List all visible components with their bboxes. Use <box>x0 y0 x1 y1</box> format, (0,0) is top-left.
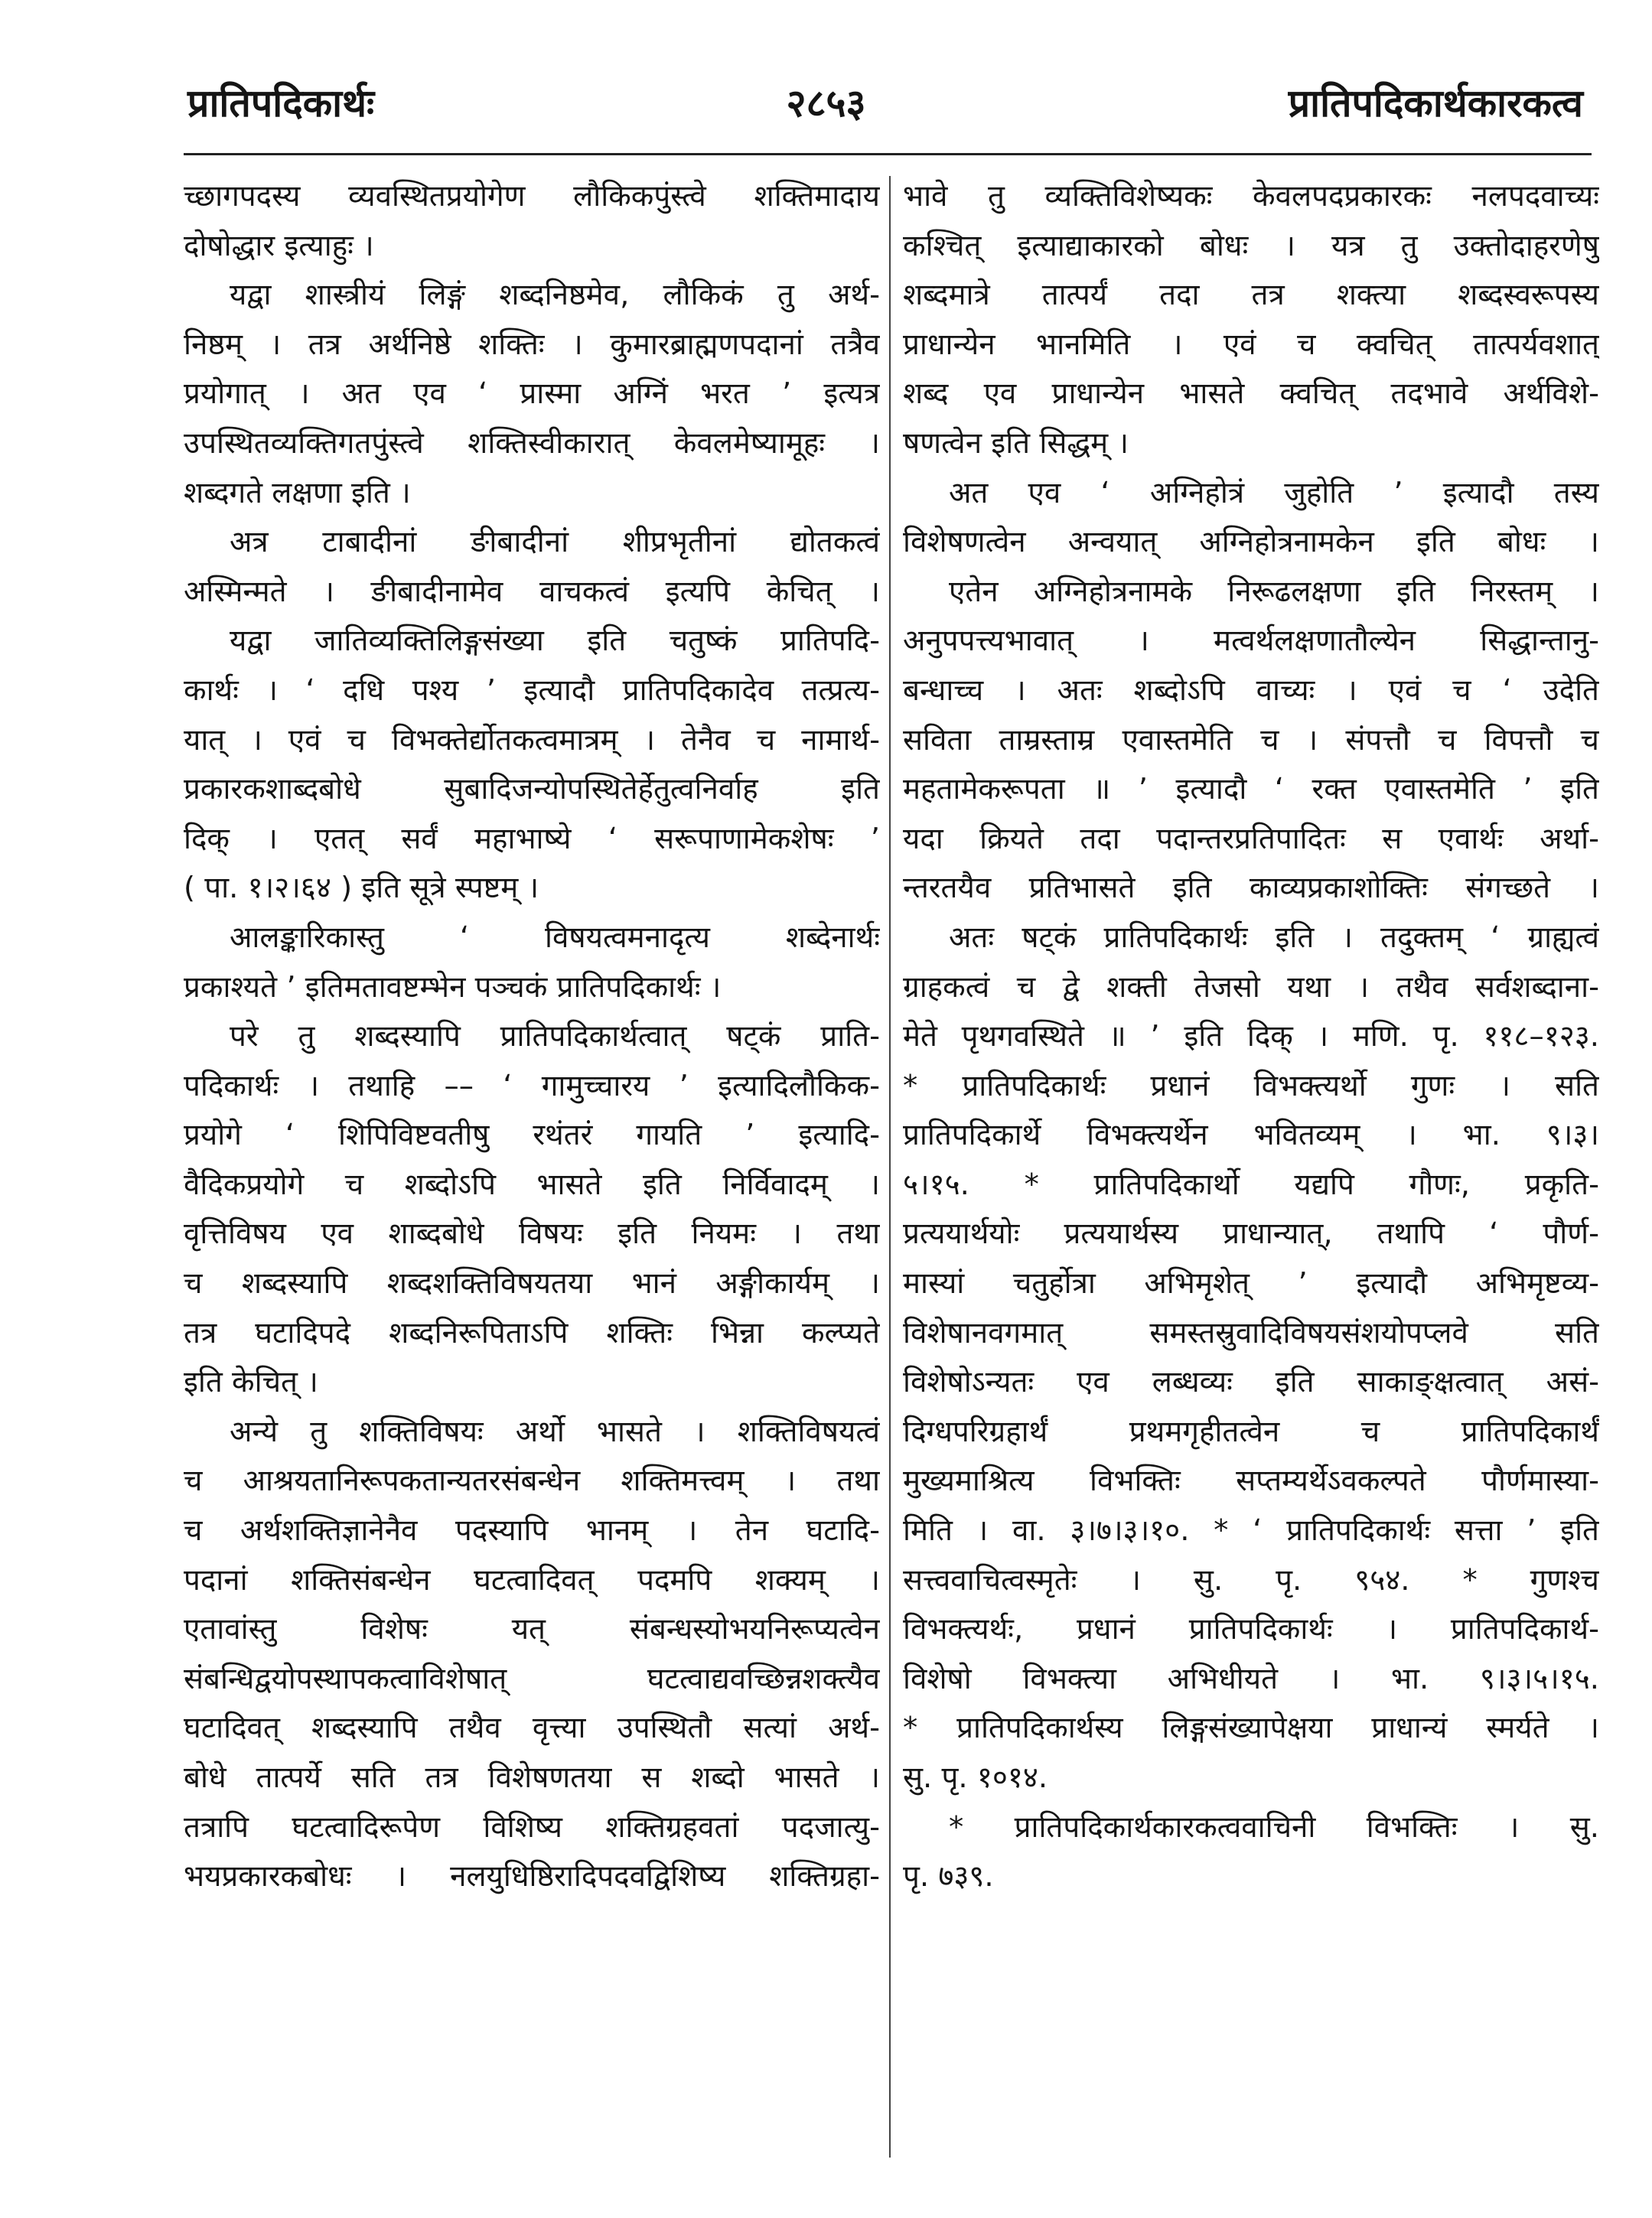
text-line: यदा क्रियते तदा पदान्तरप्रतिपादितः स एवार्थः अर्था- <box>903 821 1599 856</box>
text-line: मेते पृथगवस्थिते ॥ ’ इति दिक् । मणि. पृ. ११८–१२३. <box>903 1019 1599 1054</box>
text-line: विशेषोऽन्यतः एव लब्धव्यः इति साकाङ्क्षत्वात् असं- <box>903 1365 1599 1400</box>
text-line: * प्रातिपदिकार्थः प्रधानं विभक्त्यर्थो गुणः । सति <box>903 1068 1599 1103</box>
text-line: * प्रातिपदिकार्थकारकत्ववाचिनी विभक्तिः । सु. <box>949 1809 1599 1845</box>
text-line: भावे तु व्यक्तिविशेष्यकः केवलपदप्रकारकः नलपदवाच्यः <box>903 179 1599 213</box>
text-line: सविता ताम्रस्ताम्र एवास्तमेति च । संपत्तौ च विपत्तौ च <box>903 722 1599 757</box>
header-rule <box>184 153 1592 155</box>
text-line: सु. पृ. १०१४. <box>903 1760 1048 1795</box>
text-line: यद्वा जातिव्यक्तिलिङ्गसंख्या इति चतुष्कं प्रातिपदि- <box>230 624 880 659</box>
text-line: यात् । एवं च विभक्तेर्द्योतकत्वमात्रम् । तेनैव च नामार्थ- <box>184 722 880 757</box>
text-line: मास्यां चतुर्होत्रा अभिमृशेत् ’ इत्यादौ अभिमृष्टव्य- <box>903 1266 1599 1301</box>
text-line: प्रयोगे ‘ शिपिविष्टवतीषु रथंतरं गायति ’ इत्यादि- <box>184 1118 880 1153</box>
text-line: इति केचित् । <box>184 1365 318 1400</box>
text-line: कार्थः । ‘ दधि पश्य ’ इत्यादौ प्रातिपदिकादेव तत्प्रत्य- <box>184 673 880 708</box>
text-line: पदानां शक्तिसंबन्धेन घटत्वादिवत् पदमपि शक्यम् । <box>184 1562 880 1598</box>
text-line: न्तरतयैव प्रतिभासते इति काव्यप्रकाशोक्तिः संगच्छते । <box>903 871 1599 906</box>
header-right-title: प्रातिपदिकार्थकारकत्व <box>1288 81 1583 125</box>
text-line: यद्वा शास्त्रीयं लिङ्गं शब्दनिष्ठमेव, लौकिकं तु अर्थ- <box>230 278 880 313</box>
text-line: वृत्तिविषय एव शाब्दबोधे विषयः इति नियमः । तथा <box>184 1216 880 1252</box>
text-line: प्रकारकशाब्दबोधे सुबादिजन्योपस्थितेर्हेतुत्वनिर्वाह इति <box>184 772 880 807</box>
text-line: अतः षट्कं प्रातिपदिकार्थः इति । तदुक्तम् ‘ ग्राह्यत्वं <box>949 920 1599 955</box>
text-line: एतावांस्तु विशेषः यत् संबन्धस्योभयनिरूप्यत्वेन <box>184 1612 880 1647</box>
text-line: ग्राहकत्वं च द्वे शक्ती तेजसो यथा । तथैव सर्वशब्दाना- <box>903 969 1599 1005</box>
text-line: पृ. ७३९. <box>903 1859 994 1894</box>
text-line: षणत्वेन इति सिद्धम् । <box>903 425 1129 461</box>
text-line: च आश्रयतानिरूपकतान्यतरसंबन्धेन शक्तिमत्त्वम् । तथा <box>184 1464 880 1499</box>
text-line: अत्र टाबादीनां ङीबादीनां शीप्रभृतीनां द्योतकत्वं <box>230 525 880 560</box>
text-line: दिक् । एतत् सर्वं महाभाष्ये ‘ सरूपाणामेकशेषः ’ <box>184 821 880 856</box>
text-line: विशेषानवगमात् समस्तस्रुवादिविषयसंशयोपप्लवे सति <box>903 1315 1599 1350</box>
text-line: बन्धाच्च । अतः शब्दोऽपि वाच्यः । एवं च ‘ उदेति <box>903 673 1599 708</box>
text-line: दिग्धपरिग्रहार्थं प्रथमगृहीतत्वेन च प्रातिपदिकार्थं <box>903 1414 1599 1449</box>
text-line: निष्ठम् । तत्र अर्थनिष्ठे शक्तिः । कुमारब्राह्मणपदानां तत्रैव <box>184 327 880 362</box>
text-line: पदिकार्थः । तथाहि –– ‘ गामुच्चारय ’ इत्यादिलौकिक- <box>184 1068 880 1103</box>
text-line: विभक्त्यर्थः, प्रधानं प्रातिपदिकार्थः । प्रातिपदिकार्थ- <box>903 1612 1599 1647</box>
text-line: मिति । वा. ३।७।३।१०. * ‘ प्रातिपदिकार्थः सत्ता ’ इति <box>903 1513 1599 1549</box>
text-line: प्राधान्येन भानमिति । एवं च क्वचित् तात्पर्यवशात् <box>903 327 1599 362</box>
text-line: महतामेकरूपता ॥ ’ इत्यादौ ‘ रक्त एवास्तमेति ’ इति <box>903 772 1599 807</box>
text-line: भयप्रकारकबोधः । नलयुधिष्ठिरादिपदवद्विशिष्य शक्तिग्रहा- <box>184 1859 880 1894</box>
text-line: च अर्थशक्तिज्ञानेनैव पदस्यापि भानम् । तेन घटादि- <box>184 1513 880 1549</box>
text-line: ५।१५. * प्रातिपदिकार्थो यद्यपि गौणः, प्रकृति- <box>903 1167 1599 1202</box>
text-line: च्छागपदस्य व्यवस्थितप्रयोगेण लौकिकपुंस्त्वे शक्तिमादाय <box>184 179 880 213</box>
text-line: दोषोद्धार इत्याहुः । <box>184 228 374 263</box>
text-line: उपस्थितव्यक्तिगतपुंस्त्वे शक्तिस्वीकारात् केवलमेष्यामूहः । <box>184 425 880 461</box>
text-line: आलङ्कारिकास्तु ‘ विषयत्वमनादृत्य शब्देनार्थः <box>230 920 880 955</box>
page-number: २८५३ <box>786 81 866 125</box>
text-line: मुख्यमाश्रित्य विभक्तिः सप्तम्यर्थेऽवकल्पते पौर्णमास्या- <box>903 1464 1599 1499</box>
text-line: शब्द एव प्राधान्येन भासते क्वचित् तदभावे अर्थविशे- <box>903 376 1599 412</box>
text-line: अस्मिन्मते । ङीबादीनामेव वाचकत्वं इत्यपि केचित् । <box>184 574 880 609</box>
text-line: संबन्धिद्वयोपस्थापकत्वाविशेषात् घटत्वाद्यवच्छिन्नशक्त्यैव <box>184 1661 880 1696</box>
text-line: प्रत्ययार्थयोः प्रत्ययार्थस्य प्राधान्यात्, तथापि ‘ पौर्ण- <box>903 1216 1599 1252</box>
text-line: बोधे तात्पर्ये सति तत्र विशेषणतया स शब्दो भासते । <box>184 1760 880 1795</box>
text-line: विशेषो विभक्त्या अभिधीयते । भा. ९।३।५।१५. <box>903 1661 1599 1696</box>
text-line: प्रातिपदिकार्थे विभक्त्यर्थेन भवितव्यम् । भा. ९।३। <box>903 1118 1599 1153</box>
text-line: कश्चित् इत्याद्याकारको बोधः । यत्र तु उक्तोदाहरणेषु <box>903 228 1599 263</box>
text-line: घटादिवत् शब्दस्यापि तथैव वृत्त्या उपस्थितौ सत्यां अर्थ- <box>184 1711 880 1746</box>
text-line: प्रकाश्यते ’ इतिमतावष्टम्भेन पञ्चकं प्रातिपदिकार्थः । <box>184 969 722 1005</box>
right-column <box>903 172 1599 1902</box>
text-line: ( पा. १।२।६४ ) इति सूत्रे स्पष्टम् । <box>184 871 539 906</box>
left-column <box>184 172 880 1902</box>
header-left-title: प्रातिपदिकार्थः <box>187 81 375 125</box>
text-line: अनुपपत्त्यभावात् । मत्वर्थलक्षणातौल्येन सिद्धान्तानु- <box>903 624 1599 659</box>
text-line: शब्दगते लक्षणा इति । <box>184 475 411 510</box>
text-line: प्रयोगात् । अत एव ‘ प्रास्मा अग्निं भरत ’ इत्यत्र <box>184 376 880 412</box>
text-line: शब्दमात्रे तात्पर्यं तदा तत्र शक्त्या शब्दस्वरूपस्य <box>903 278 1599 313</box>
text-line: तत्रापि घटत्वादिरूपेण विशिष्य शक्तिग्रहवतां पदजात्यु- <box>184 1809 880 1845</box>
text-line: अन्ये तु शक्तिविषयः अर्थो भासते । शक्तिविषयत्वं <box>230 1414 880 1449</box>
text-line: च शब्दस्यापि शब्दशक्तिविषयतया भानं अङ्गीकार्यम् । <box>184 1266 880 1301</box>
text-line: तत्र घटादिपदे शब्दनिरूपिताऽपि शक्तिः भिन्ना कल्प्यते <box>184 1315 880 1350</box>
text-line: विशेषणत्वेन अन्वयात् अग्निहोत्रनामकेन इति बोधः । <box>903 525 1599 560</box>
text-line: अत एव ‘ अग्निहोत्रं जुहोति ’ इत्यादौ तस्य <box>949 475 1599 510</box>
text-line: * प्रातिपदिकार्थस्य लिङ्गसंख्यापेक्षया प्राधान्यं स्मर्यते । <box>903 1711 1599 1746</box>
text-line: वैदिकप्रयोगे च शब्दोऽपि भासते इति निर्विवादम् । <box>184 1167 880 1202</box>
text-line: एतेन अग्निहोत्रनामके निरूढलक्षणा इति निरस्तम् । <box>949 574 1599 609</box>
column-divider <box>889 176 891 2158</box>
text-line: सत्त्ववाचित्वस्मृतेः । सु. पृ. ९५४. * गुणश्च <box>903 1562 1599 1598</box>
text-line: परे तु शब्दस्यापि प्रातिपदिकार्थत्वात् षट्कं प्राति- <box>230 1019 880 1054</box>
